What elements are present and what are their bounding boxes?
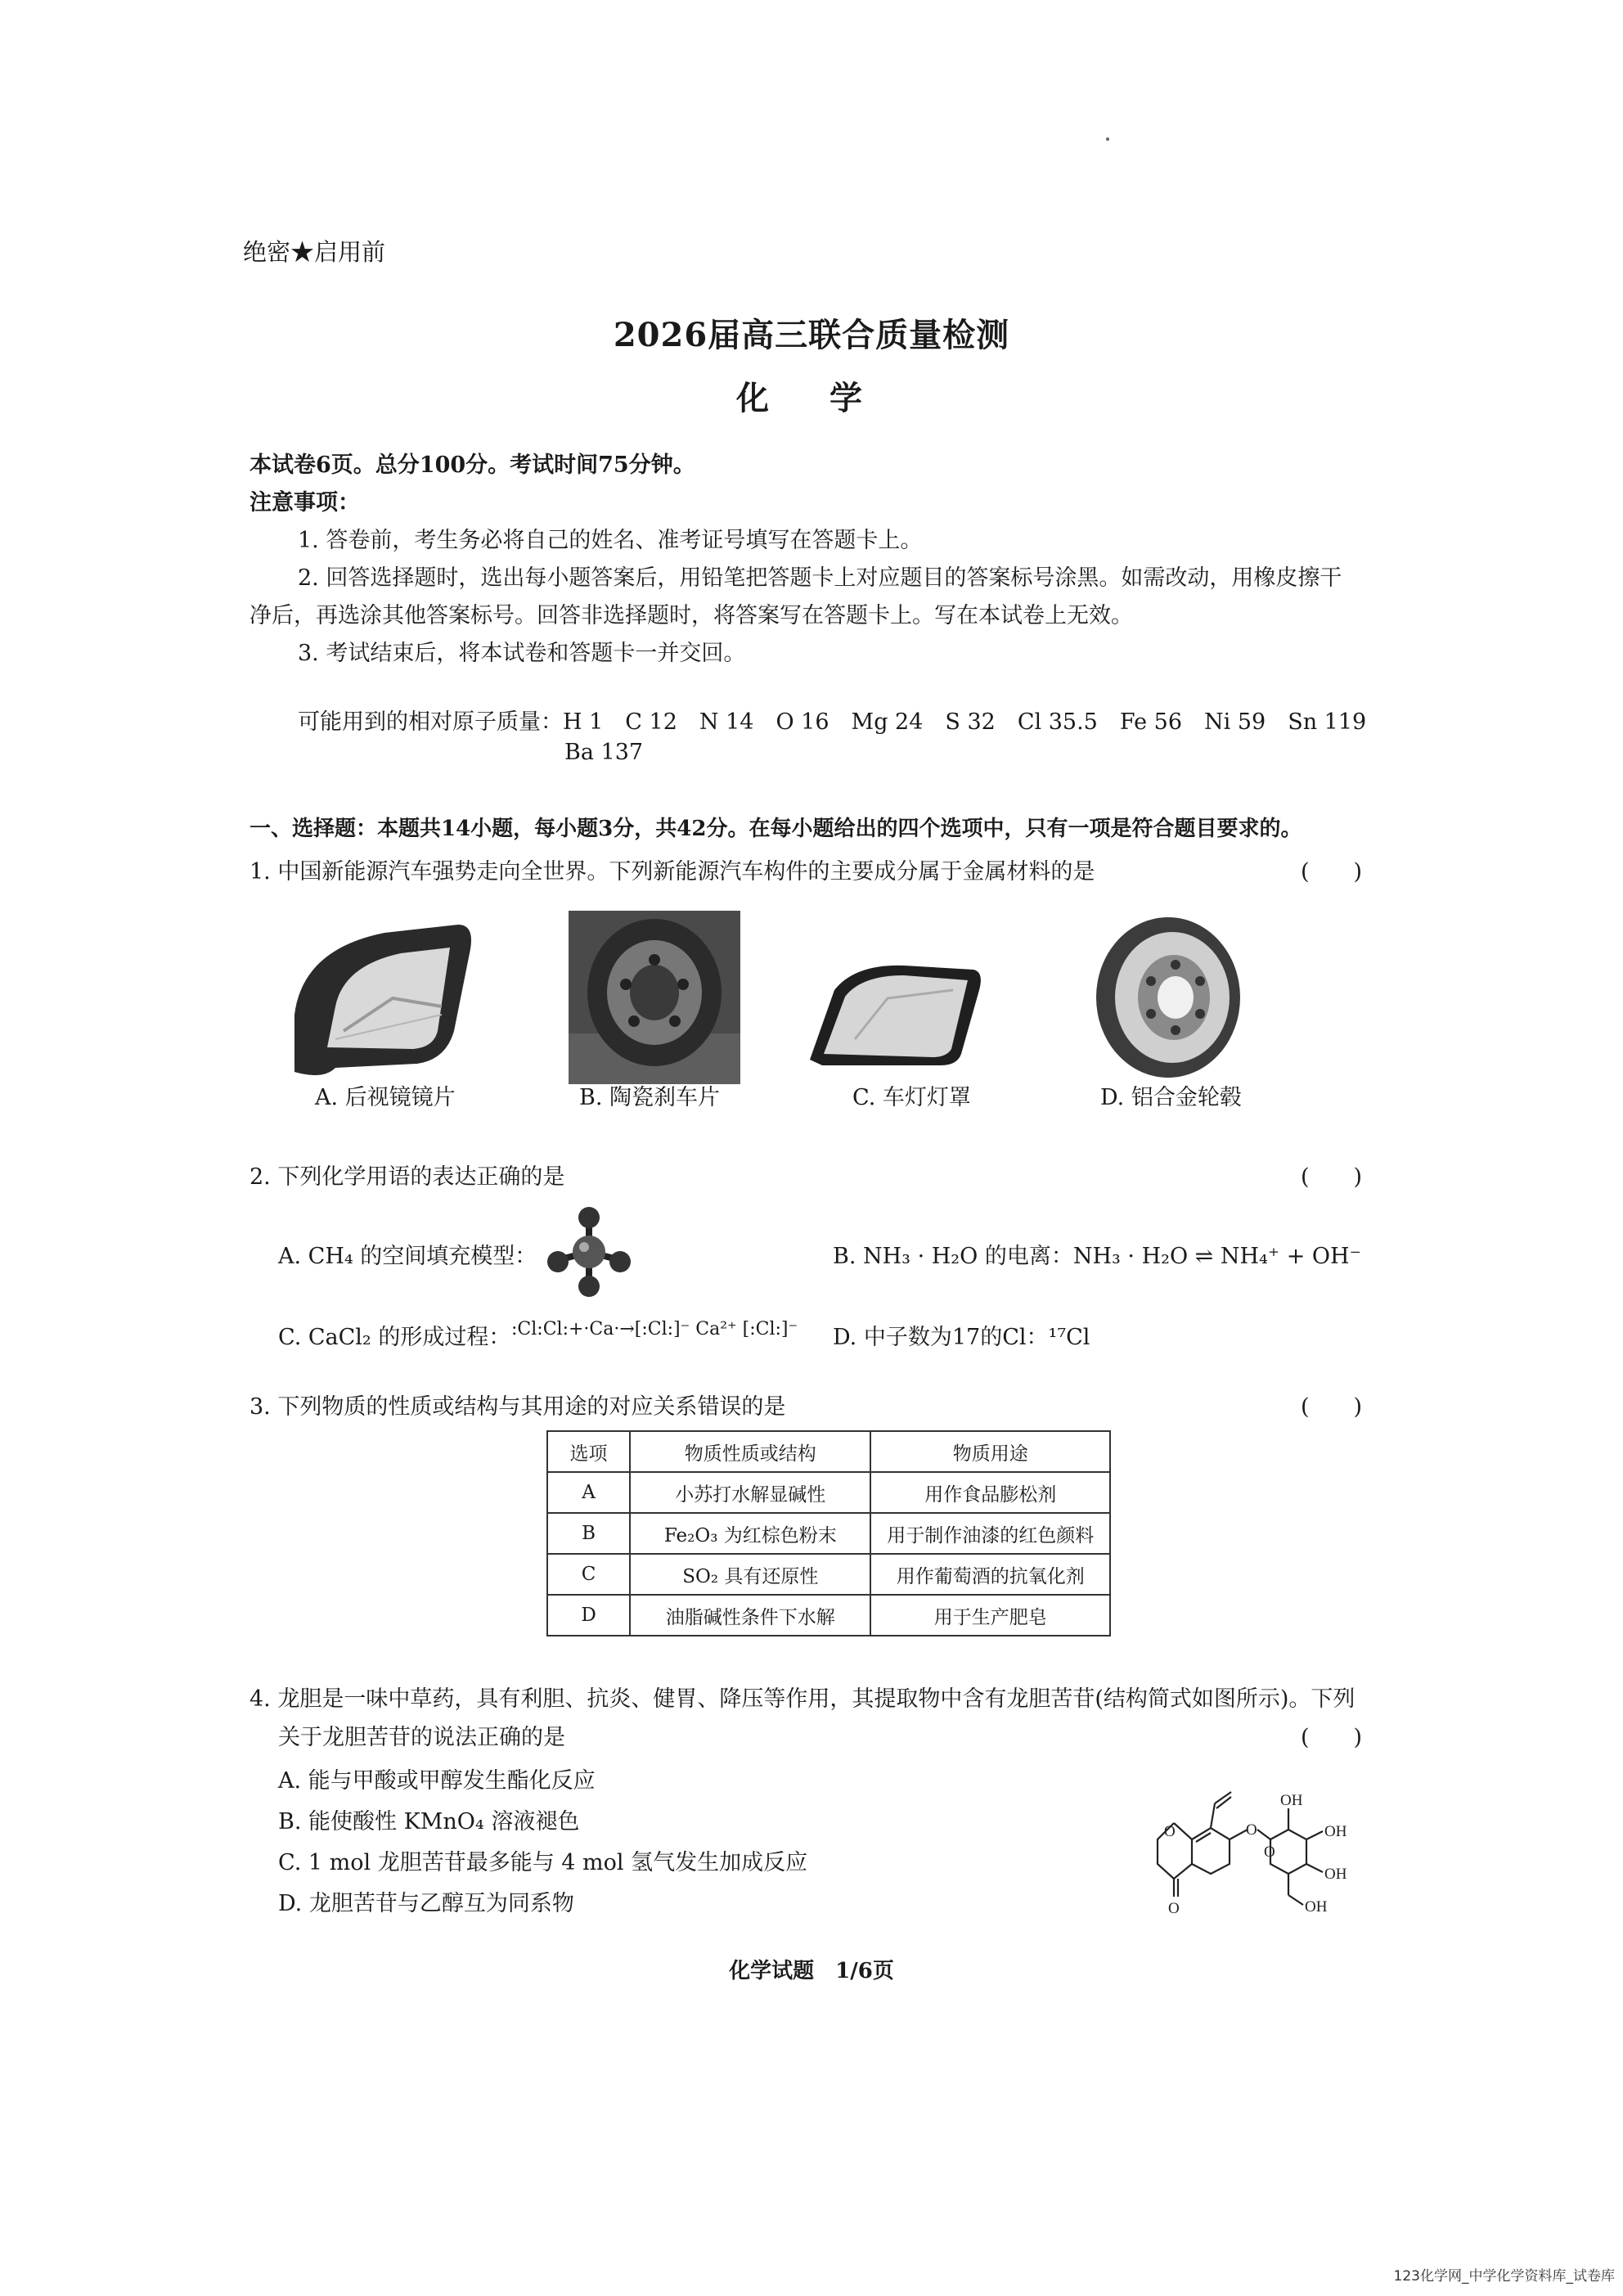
question-stem: 2. 下列化学用语的表达正确的是 bbox=[250, 1164, 565, 1190]
table-header: 物质性质或结构 bbox=[630, 1431, 870, 1472]
subject-title: 化 学 bbox=[736, 379, 887, 417]
option-label: B. 能使酸性 KMnO₄ 溶液褪色 bbox=[278, 1809, 580, 1835]
structure-atom-label: O bbox=[1164, 1823, 1176, 1840]
option-label: A. 后视镜镜片 bbox=[315, 1085, 456, 1110]
table-row bbox=[547, 1472, 1110, 1513]
structure-atom-label: O bbox=[1264, 1844, 1275, 1861]
page-footer: 化学试题 1/6页 bbox=[729, 1959, 894, 1983]
table-cell: 用作食品膨松剂 bbox=[870, 1472, 1110, 1513]
table-cell: A bbox=[547, 1472, 630, 1513]
table-cell: 油脂碱性条件下水解 bbox=[630, 1595, 870, 1636]
property-usage-table bbox=[546, 1430, 1111, 1636]
ceramic-brake-disc-image bbox=[569, 911, 740, 1084]
exam-summary: 本试卷6页。总分100分。考试时间75分钟。 bbox=[250, 452, 695, 478]
scan-speck bbox=[1106, 137, 1109, 141]
notice-item: 3. 考试结束后，将本试卷和答题卡一并交回。 bbox=[298, 641, 746, 666]
headlight-cover-image bbox=[806, 957, 986, 1070]
rearview-mirror-image bbox=[278, 916, 479, 1084]
notice-item: 1. 答卷前，考生务必将自己的姓名、准考证号填写在答题卡上。 bbox=[298, 528, 923, 553]
table-cell: 用于生产肥皂 bbox=[870, 1595, 1110, 1636]
gentiopicroside-structure bbox=[1141, 1749, 1387, 1917]
exam-title: 2026届高三联合质量检测 bbox=[613, 316, 1010, 354]
structure-atom-label: O bbox=[1168, 1900, 1180, 1917]
table-cell: 用于制作油漆的红色颜料 bbox=[870, 1513, 1110, 1554]
alloy-wheel-hub-image bbox=[1090, 914, 1246, 1082]
option-c: C. CaCl₂ 的形成过程： bbox=[278, 1325, 511, 1350]
answer-paren: ( ) bbox=[1301, 1725, 1363, 1750]
table-cell: 用作葡萄酒的抗氧化剂 bbox=[870, 1554, 1110, 1595]
option-label: D. 龙胆苦苷与乙醇互为同系物 bbox=[278, 1891, 574, 1916]
answer-paren: ( ) bbox=[1301, 1164, 1363, 1190]
table-cell: Fe₂O₃ 为红棕色粉末 bbox=[630, 1513, 870, 1554]
section-heading: 一、选择题：本题共14小题，每小题3分，共42分。在每小题给出的四个选项中，只有一项是符合题目要求的。 bbox=[250, 817, 1302, 841]
structure-atom-label: O bbox=[1246, 1821, 1257, 1839]
structure-atom-label: OH bbox=[1280, 1792, 1303, 1809]
table-row bbox=[547, 1595, 1110, 1636]
answer-paren: ( ) bbox=[1301, 859, 1363, 885]
atomic-mass-line: Ba 137 bbox=[564, 740, 644, 765]
option-label: C. 车灯灯罩 bbox=[852, 1085, 971, 1110]
structure-atom-label: OH bbox=[1324, 1866, 1347, 1883]
answer-paren: ( ) bbox=[1301, 1394, 1363, 1420]
option-label: C. 1 mol 龙胆苦苷最多能与 4 mol 氢气发生加成反应 bbox=[278, 1850, 808, 1875]
methane-space-filling-model bbox=[540, 1203, 638, 1301]
structure-atom-label: OH bbox=[1305, 1898, 1328, 1916]
table-row bbox=[547, 1513, 1110, 1554]
option-a: A. CH₄ 的空间填充模型： bbox=[278, 1244, 537, 1269]
notice-item: 净后，再选涂其他答案标号。回答非选择题时，将答案写在答题卡上。写在本试卷上无效。 bbox=[250, 603, 1133, 628]
option-label: D. 铝合金轮毂 bbox=[1100, 1085, 1242, 1110]
table-row bbox=[547, 1554, 1110, 1595]
table-cell: SO₂ 具有还原性 bbox=[630, 1554, 870, 1595]
question-stem: 3. 下列物质的性质或结构与其用途的对应关系错误的是 bbox=[250, 1394, 786, 1420]
table-header: 物质用途 bbox=[870, 1431, 1110, 1472]
table-header-row bbox=[547, 1431, 1110, 1472]
option-b: B. NH₃ · H₂O 的电离：NH₃ · H₂O ⇌ NH₄⁺ + OH⁻ bbox=[833, 1244, 1361, 1269]
table-cell: B bbox=[547, 1513, 630, 1554]
watermark-text: 123化学网_中学化学资料库_试卷库 bbox=[1393, 2268, 1615, 2285]
atomic-mass-line: 可能用到的相对原子质量：H 1 C 12 N 14 O 16 Mg 24 S 32 Cl 35.5 Fe 56 Ni 59 Sn 119 bbox=[298, 709, 1367, 735]
notice-item: 2. 回答选择题时，选出每小题答案后，用铅笔把答题卡上对应题目的答案标号涂黑。如需改动，用橡皮擦干 bbox=[298, 565, 1342, 591]
table-cell: 小苏打水解显碱性 bbox=[630, 1472, 870, 1513]
question-stem: 关于龙胆苦苷的说法正确的是 bbox=[278, 1725, 565, 1750]
table-cell: D bbox=[547, 1595, 630, 1636]
table-cell: C bbox=[547, 1554, 630, 1595]
option-label: B. 陶瓷刹车片 bbox=[579, 1085, 721, 1110]
cacl2-formation-formula: :Cl:Cl:+·Ca·→[:Cl:]⁻ Ca²⁺ [:Cl:]⁻ bbox=[511, 1319, 798, 1339]
table-header: 选项 bbox=[547, 1431, 630, 1472]
notice-heading: 注意事项： bbox=[250, 490, 360, 515]
option-label: A. 能与甲酸或甲醇发生酯化反应 bbox=[278, 1768, 596, 1794]
question-stem: 4. 龙胆是一味中草药，具有利胆、抗炎、健胃、降压等作用，其提取物中含有龙胆苦苷(结构简式如图所示)。下列 bbox=[250, 1686, 1355, 1712]
structure-atom-label: OH bbox=[1324, 1823, 1347, 1840]
confidential-label: 绝密★启用前 bbox=[243, 238, 386, 266]
question-stem: 1. 中国新能源汽车强势走向全世界。下列新能源汽车构件的主要成分属于金属材料的是 bbox=[250, 859, 1095, 885]
option-d: D. 中子数为17的Cl：¹⁷Cl bbox=[833, 1325, 1090, 1350]
